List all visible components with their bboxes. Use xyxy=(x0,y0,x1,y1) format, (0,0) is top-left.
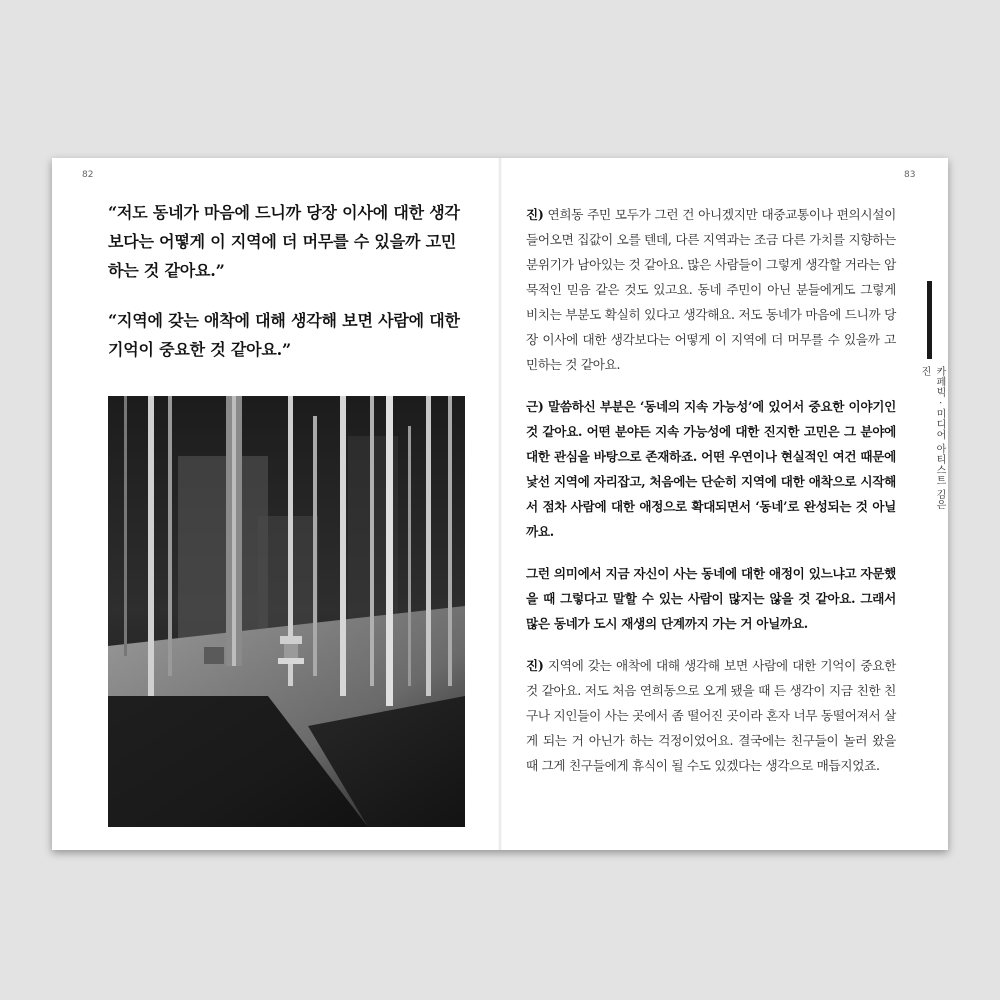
paragraph-4 xyxy=(526,653,896,778)
pull-quote-2: “지역에 갖는 애착에 대해 생각해 보면 사람에 대한 기억이 중요한 것 같아요.” xyxy=(108,311,460,359)
speaker-label: 진) xyxy=(526,207,544,222)
paragraph-2 xyxy=(526,394,896,544)
paragraph-text: 말씀하신 부분은 ‘동네의 지속 가능성’에 있어서 중요한 이야기인 것 같아요. 어떤 분야든 지속 가능성에 대한 진지한 고민은 그 분야에 대한 관심을 바탕으로 존재하죠. 어떤 우연이나 현실적인 여건 때문에 낯선 지역에 자리잡고, 처음에는 단순히 지역에 대한 애착으로 시작해서 점차 사람에 대한 애정으로 확대되면서 ‘동네’로 완성되는 것 아닐까요. xyxy=(526,399,896,539)
paragraph-text: 지역에 갖는 애착에 대해 생각해 보면 사람에 대한 기억이 중요한 것 같아요. 저도 처음 연희동으로 오게 됐을 때 든 생각이 지금 친한 친구나 지인들이 사는 곳에서 좀 떨어진 곳이라 혼자 너무 동떨어져서 살게 되는 거 아닌가 하는 걱정이었어요. 결국에는 친구들이 놀러 왔을 때 그게 친구들에게 휴식이 될 수도 있겠다는 생각으로 매듭지었죠. xyxy=(526,658,896,773)
paragraph-1 xyxy=(526,202,896,377)
right-page-number: 83 xyxy=(904,170,916,180)
book-gutter xyxy=(498,158,502,850)
interview-body xyxy=(526,202,896,795)
running-head xyxy=(919,276,945,516)
paragraph-text: 연희동 주민 모두가 그런 건 아니겠지만 대중교통이나 편의시설이 들어오면 집값이 오를 텐데, 다른 지역과는 조금 다른 가치를 지향하는 분위기가 남아있는 것 같아요. 많은 사람들이 그렇게 생각할 거라는 암묵적인 믿음 같은 것도 있고요. 동네 주민이 아닌 분들에게도 그렇게 비치는 부분도 확실히 있다고 생각해요. 저도 동네가 마음에 드니까 당장 이사에 대한 생각보다는 어떻게 이 지역에 더 머무를 수 있을까 고민하는 것 같아요. xyxy=(526,207,896,372)
paragraph-3 xyxy=(526,561,896,636)
running-head-bar xyxy=(927,281,932,359)
bamboo-forest-photo xyxy=(108,396,465,827)
speaker-label: 근) xyxy=(526,399,544,414)
book-spread xyxy=(52,158,948,850)
pull-quote-1: “저도 동네가 마음에 드니까 당장 이사에 대한 생각보다는 어떻게 이 지역에 더 머무를 수 있을까 고민하는 것 같아요.” xyxy=(108,203,460,280)
running-head-text: 카페빅 · 미디어 아티스트 김은진 xyxy=(919,366,945,511)
paragraph-text: 그런 의미에서 지금 자신이 사는 동네에 대한 애정이 있느냐고 자문했을 때 그렇다고 말할 수 있는 사람이 많지는 않을 것 같아요. 그래서 많은 동네가 도시 재생의 단계까지 가는 거 아닐까요. xyxy=(526,566,896,631)
speaker-label: 진) xyxy=(526,658,544,673)
left-page-number: 82 xyxy=(82,170,94,180)
